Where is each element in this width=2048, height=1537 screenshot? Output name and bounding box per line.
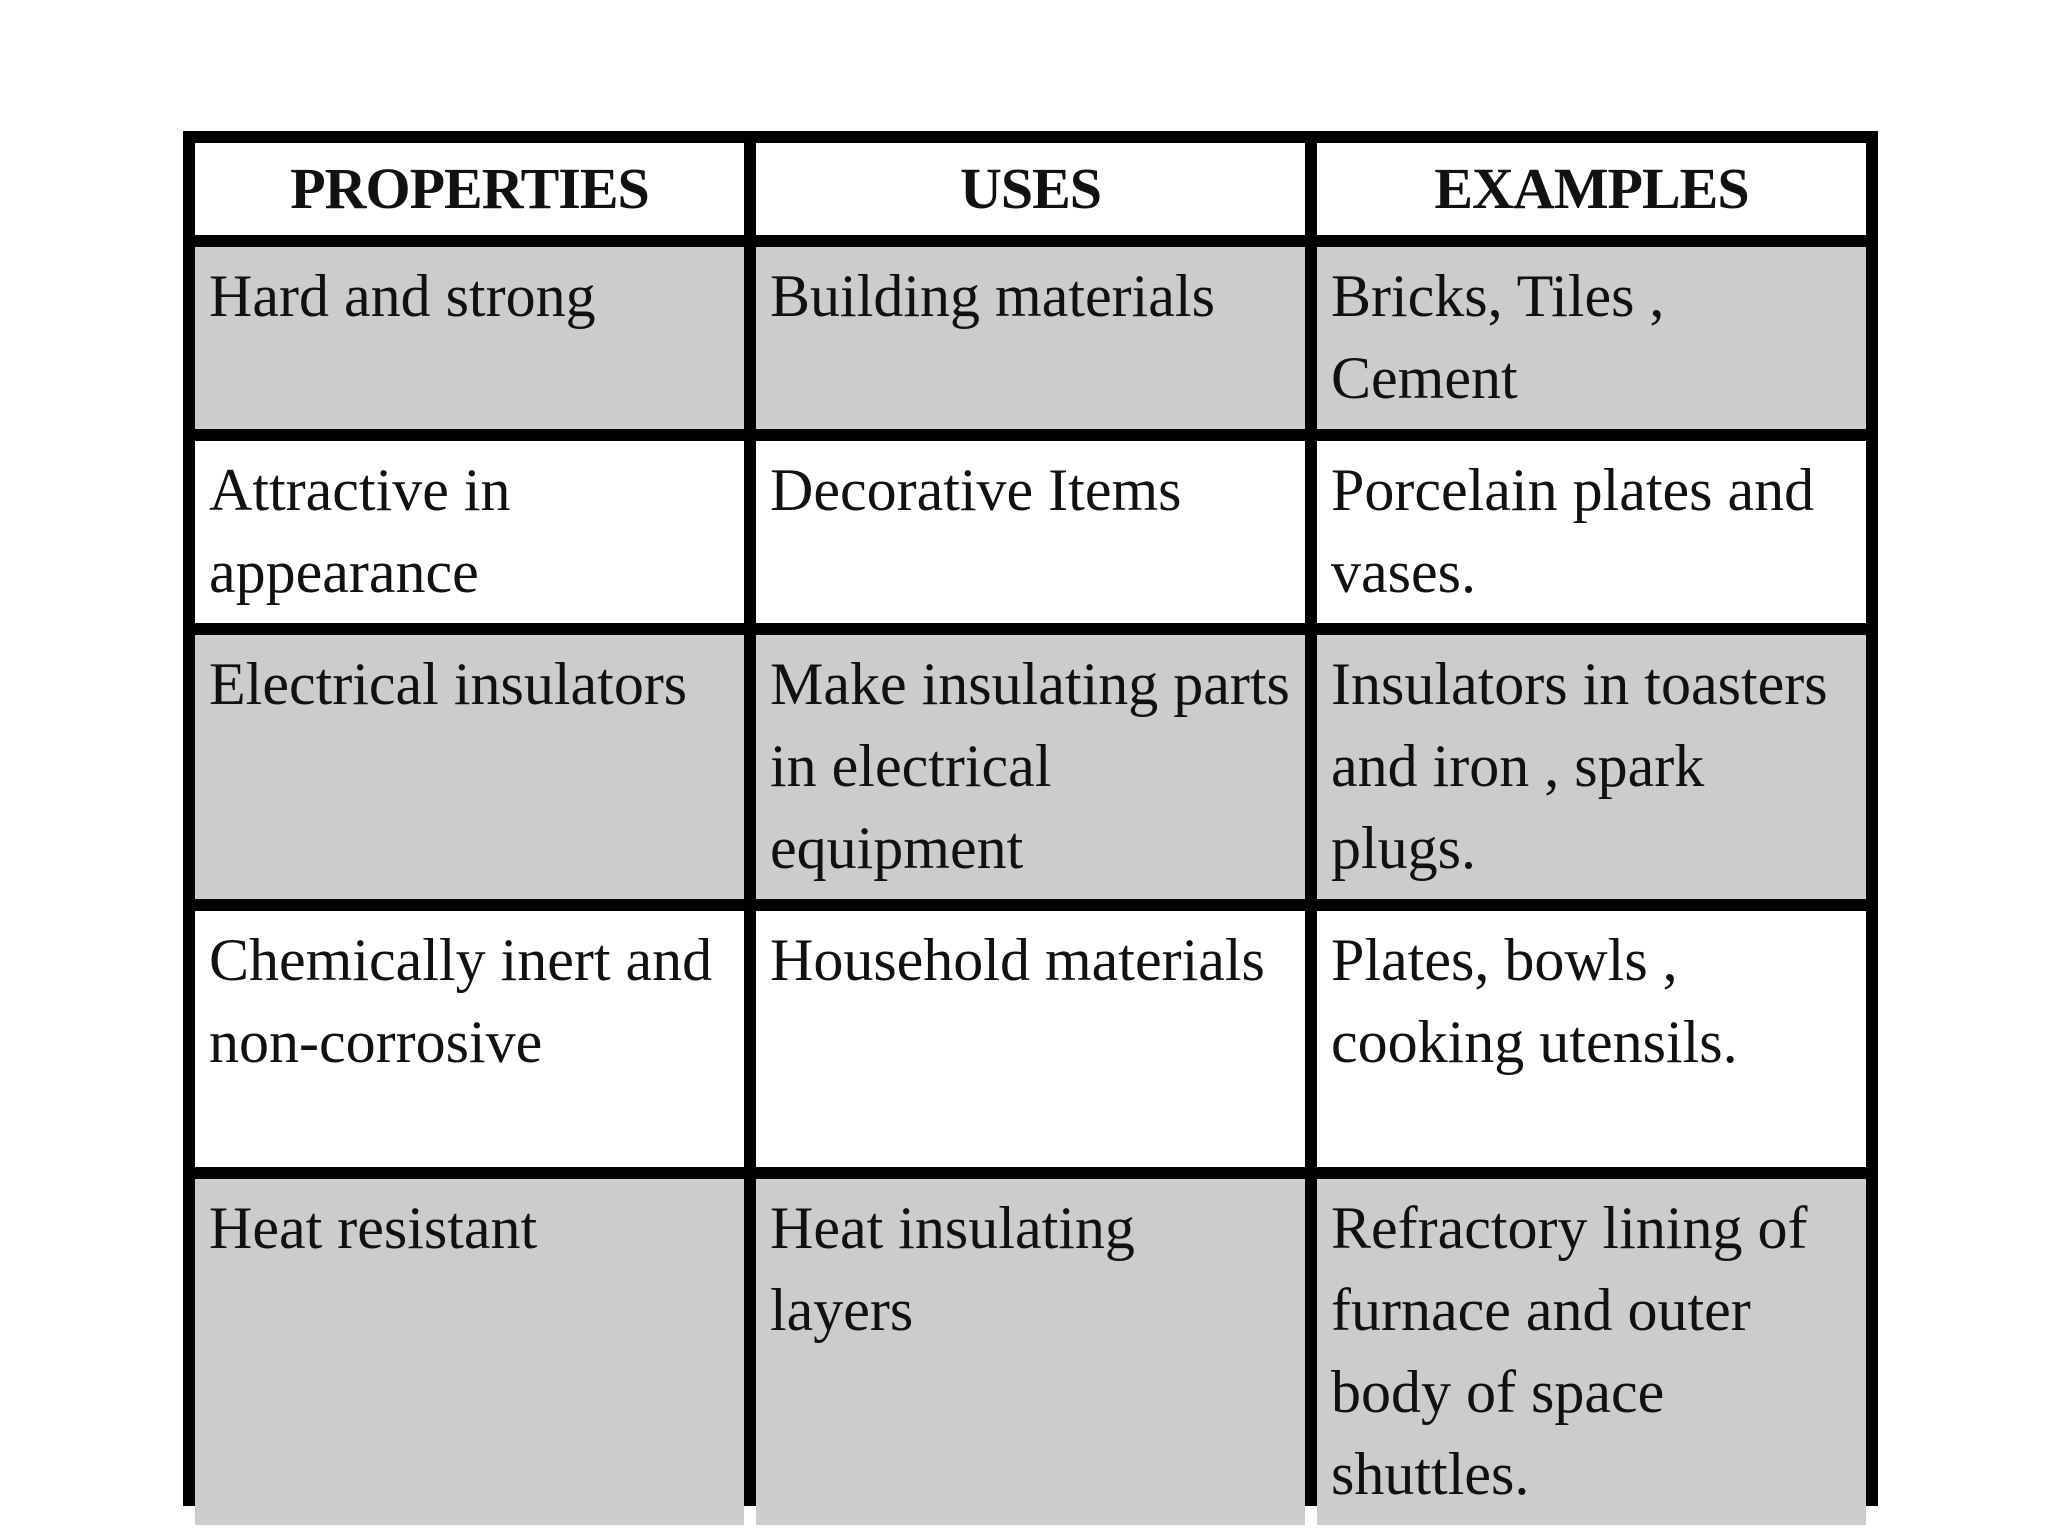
- property-cell: Heat resistant: [195, 1179, 744, 1525]
- table-row: [195, 1179, 1866, 1525]
- header-properties: PROPERTIES: [195, 143, 744, 235]
- ceramics-table-frame: [183, 131, 1878, 1506]
- use-cell: Household materials: [756, 911, 1305, 1167]
- example-cell: Refractory lining of furnace and outer body of space shuttles.: [1317, 1179, 1866, 1525]
- use-cell: Make insulating parts in electrical equipment: [756, 635, 1305, 899]
- use-cell: Heat insulating layers: [756, 1179, 1305, 1525]
- property-cell: Chemically inert and non-corrosive: [195, 911, 744, 1167]
- ceramics-properties-table: [183, 131, 1878, 1537]
- example-cell: Porcelain plates and vases.: [1317, 441, 1866, 623]
- header-examples: EXAMPLES: [1317, 143, 1866, 235]
- table-row: [195, 911, 1866, 1167]
- use-cell: Building materials: [756, 247, 1305, 429]
- property-cell: Attractive in appearance: [195, 441, 744, 623]
- header-row: [195, 143, 1866, 235]
- example-cell: Bricks, Tiles , Cement: [1317, 247, 1866, 429]
- example-cell: Plates, bowls , cooking utensils.: [1317, 911, 1866, 1167]
- example-cell: Insulators in toasters and iron , spark plugs.: [1317, 635, 1866, 899]
- table-row: [195, 635, 1866, 899]
- property-cell: Hard and strong: [195, 247, 744, 429]
- use-cell: Decorative Items: [756, 441, 1305, 623]
- table-row: [195, 247, 1866, 429]
- header-uses: USES: [756, 143, 1305, 235]
- property-cell: Electrical insulators: [195, 635, 744, 899]
- table-row: [195, 441, 1866, 623]
